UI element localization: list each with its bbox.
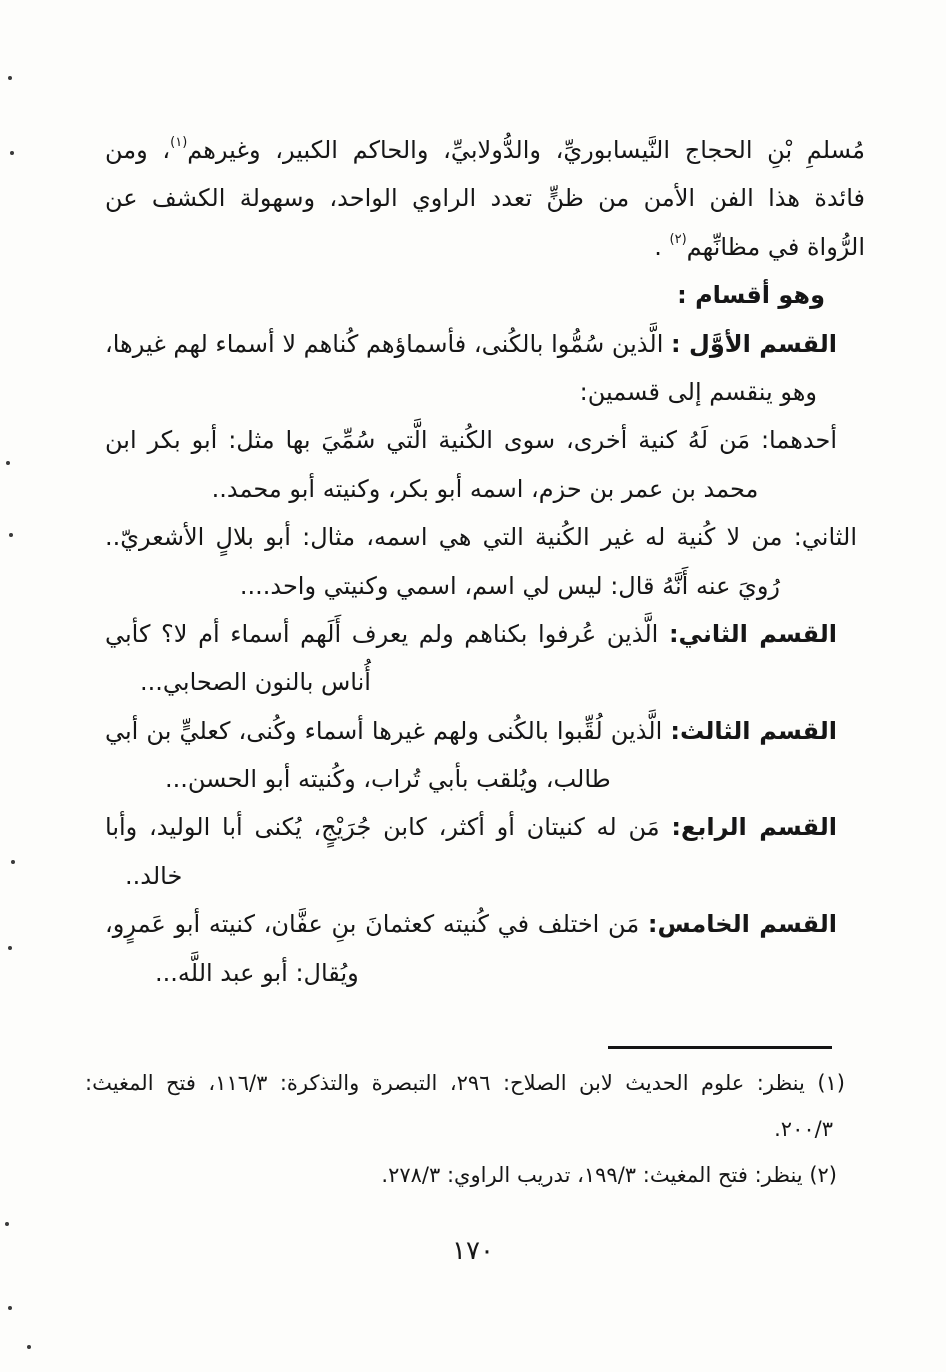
- body-line-text: أحدهما: مَن لَهُ كنية أخرى، سوى الكُنية الَّتي سُمِّيَ بها مثل: أبو بكر ابن: [105, 426, 837, 455]
- scan-speck: [8, 76, 12, 80]
- scan-speck: [27, 1345, 31, 1349]
- body-line: [105, 416, 865, 464]
- body-line: [105, 949, 865, 997]
- footnote-marker-2: (٢): [669, 231, 687, 247]
- body-line-text: طالب، ويُلقب بأبي تُراب، وكُنيته أبو الحسن...: [165, 765, 611, 794]
- body-line-text: محمد بن عمر بن حزم، اسمه أبو بكر، وكنيته أبو محمد..: [211, 474, 759, 503]
- body-line-text: فائدة هذا الفن الأمن من ظنٍّ تعدد الراوي الواحد، وسهولة الكشف عن: [105, 184, 865, 213]
- footnote-text: ٢٠٠/٣.: [774, 1117, 833, 1141]
- scan-speck: [5, 1222, 9, 1226]
- body-line: [105, 174, 865, 222]
- body-line-text: الَّذين سُمُّوا بالكُنى، فأسماؤهم كُناهم لا أسماء لهم غيرها،: [105, 329, 672, 358]
- section-heading-qism-3: القسم الثالث:: [670, 716, 837, 745]
- body-line-text: ويُقال: أبو عبد اللَّه...: [155, 958, 359, 987]
- footnote-text: (٢) ينظر: فتح المغيث: ١٩٩/٣، تدريب الراوي: ٢٧٨/٣.: [381, 1163, 837, 1187]
- scan-speck: [6, 461, 10, 465]
- page-number: ١٧٠: [452, 1236, 494, 1266]
- body-line-text: خالد..: [125, 861, 183, 890]
- body-line-text: الَّذين عُرفوا بكناهم ولم يعرف أَلَهم أسماء أم لا؟ كأبي: [105, 619, 669, 648]
- body-line: [105, 803, 865, 851]
- scan-speck: [11, 860, 15, 864]
- section-intro-heading: [105, 271, 865, 319]
- body-line-text: ، ومن: [105, 136, 171, 164]
- body-line-text: مَن اختلف في كُنيته كعثمانَ بنِ عفَّان، كنيته أبو عَمرٍو،: [105, 910, 648, 939]
- section-heading-qism-2: القسم الثاني:: [668, 619, 838, 648]
- footnote-marker-1: (١): [170, 135, 188, 150]
- body-line: [105, 852, 865, 900]
- body-line-text: .: [654, 232, 670, 261]
- body-line: [105, 368, 865, 416]
- body-line-text: الثاني: من لا كُنية له غير الكُنية التي هي اسمه، مثال: أبو بلالٍ الأشعريّ..: [105, 523, 857, 552]
- heading-text: وهو أقسام :: [677, 281, 825, 310]
- body-text-block: [105, 126, 865, 997]
- footnote-text: (١) ينظر: علوم الحديث لابن الصلاح: ٢٩٦، التبصرة والتذكرة: ١١٦/٣، فتح المغيث:: [85, 1071, 845, 1095]
- scan-speck: [8, 946, 12, 950]
- body-line-text: وهو ينقسم إلى قسمين:: [579, 377, 817, 406]
- body-line-text: أُناس بالنون الصحابي...: [140, 668, 371, 697]
- body-line: [105, 223, 865, 271]
- scan-speck: [10, 151, 14, 155]
- scan-speck: [9, 533, 13, 537]
- section-heading-qism-4: القسم الرابع:: [671, 813, 837, 842]
- footnote-2: [85, 1152, 845, 1198]
- body-line: [105, 658, 865, 706]
- footnote-separator: [608, 1046, 832, 1049]
- body-line: [105, 320, 865, 368]
- footnote-1-continuation: [85, 1106, 845, 1152]
- body-line: [105, 513, 865, 561]
- body-line-text: الَّذين لُقِّبوا بالكُنى ولهم غيرها أسماء وكُنى، كعليٍّ بن أبي: [105, 716, 671, 745]
- body-line: [105, 126, 865, 174]
- footnotes-block: [85, 1060, 845, 1198]
- body-line: [105, 755, 865, 803]
- section-heading-qism-1: القسم الأوَّل :: [671, 329, 837, 358]
- body-line: [105, 465, 865, 513]
- scan-speck: [8, 1306, 12, 1310]
- body-line-text: مَن له كنيتان أو أكثر، كابن جُرَيْجٍ، يُكنى أبا الوليد، وأبا: [105, 813, 672, 842]
- body-line: [105, 707, 865, 755]
- body-line-text: رُويَ عنه أَنَّهُ قال: ليس لي اسم، اسمي وكنيتي واحد....: [239, 571, 780, 600]
- body-line-text: الرُّواة في مظانِّهم: [686, 232, 865, 261]
- body-line: [105, 562, 865, 610]
- body-line: [105, 610, 865, 658]
- body-line: [105, 900, 865, 948]
- section-heading-qism-5: القسم الخامس:: [647, 910, 838, 939]
- footnote-1: [85, 1060, 845, 1106]
- body-line-text: مُسلمِ بْنِ الحجاج النَّيسابوريِّ، والدُّولابيِّ، والحاكم الكبير، وغيرهم: [187, 136, 865, 164]
